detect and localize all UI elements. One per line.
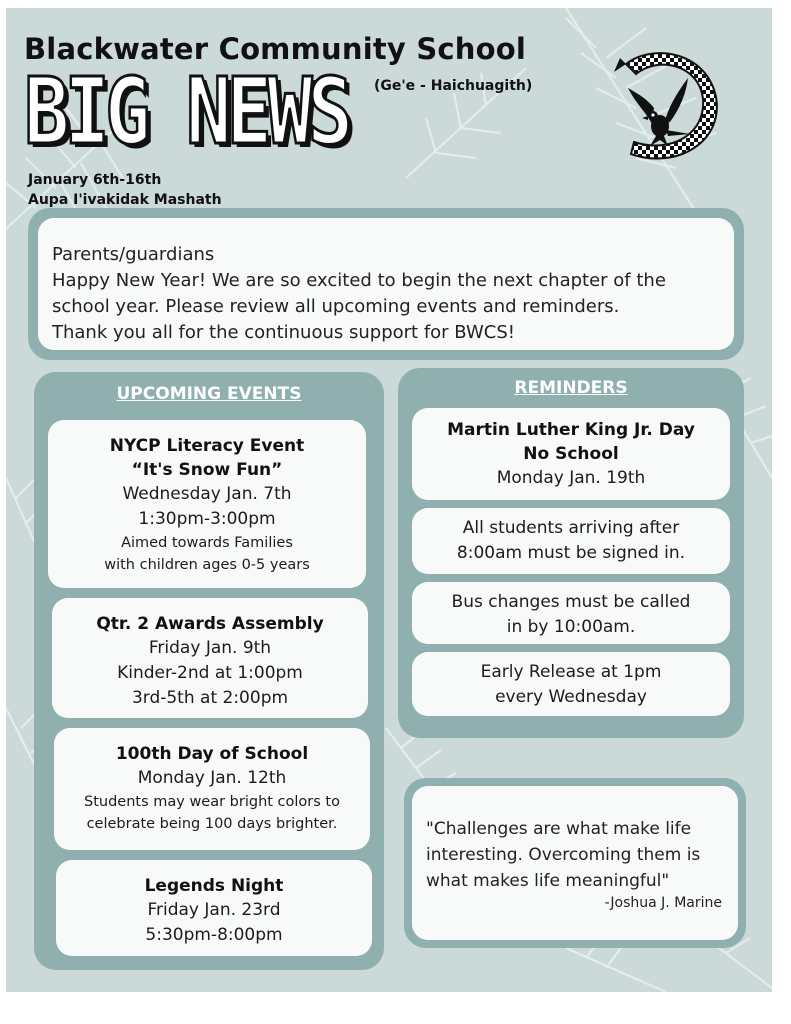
event-date: Friday Jan. 23rd [147,900,281,920]
event-title: 100th Day of School [115,744,309,764]
reminder-title: Martin Luther King Jr. Day [447,420,695,440]
quote-line: what makes life meaningful" [426,871,670,891]
date-range: January 6th-16th [28,172,162,188]
reminder-line: 8:00am must be signed in. [456,543,686,563]
event-title: Legends Night [144,876,284,896]
event-date: Monday Jan. 12th [137,768,287,788]
quote-line: interesting. Overcoming them is [426,845,701,865]
reminder-line: Early Release at 1pm [480,662,662,682]
event-date: Friday Jan. 9th [148,638,272,658]
event-note: Students may wear bright colors to [84,794,340,810]
newsletter-title: BIG NEWS [24,58,348,165]
quote-line: "Challenges are what make life [426,819,692,839]
reminder-line: in by 10:00am. [506,617,636,637]
reminders-panel [398,368,744,738]
newsletter-page [6,8,772,992]
event-note: celebrate being 100 days brighter. [86,816,338,832]
intro-line: school year. Please review all upcoming events and reminders. [52,296,620,317]
quote-card [412,786,738,940]
event-time: 1:30pm-3:00pm [138,509,276,529]
upcoming-events-panel [34,372,384,970]
intro-message [38,218,734,350]
event-time: 5:30pm-8:00pm [145,925,283,945]
event-title: NYCP Literacy Event [109,436,305,456]
event-title: Qtr. 2 Awards Assembly [96,614,324,634]
event-date: Wednesday Jan. 7th [122,484,292,504]
reminder-title: No School [523,444,619,464]
reminder-card-late-arrival [412,508,730,574]
intro-line: Happy New Year! We are so excited to begin the next chapter of the [52,270,666,291]
event-time: 3rd-5th at 2:00pm [131,688,289,708]
date-range-native: Aupa I'ivakidak Mashath [28,192,222,208]
event-card-literacy [48,420,366,588]
reminder-line: Bus changes must be called [451,592,691,612]
event-note: with children ages 0-5 years [104,557,310,573]
reminder-line: All students arriving after [462,518,680,538]
reminder-card-mlk [412,408,730,500]
reminder-line: every Wednesday [495,687,647,707]
event-card-100th-day [54,728,370,850]
event-note: Aimed towards Families [121,535,293,551]
reminder-card-early-release [412,652,730,716]
upcoming-events-heading: UPCOMING EVENTS [116,384,302,404]
eagle-icon [606,42,724,168]
quote-author: -Joshua J. Marine [604,895,722,911]
quote-panel [404,778,746,948]
native-title: (Ge'e - Haichuagith) [374,78,533,94]
event-time: Kinder-2nd at 1:00pm [117,663,303,683]
reminder-date: Monday Jan. 19th [496,468,646,488]
school-name: Blackwater Community School [24,32,527,66]
reminder-card-bus-changes [412,582,730,644]
intro-panel [28,208,744,360]
date-range-block [28,170,222,210]
reminders-heading: REMINDERS [514,378,628,398]
event-card-legends-night [56,860,372,956]
event-subtitle: “It's Snow Fun” [131,460,283,480]
event-card-awards [52,598,368,718]
intro-line: Thank you all for the continuous support for BWCS! [52,322,515,343]
intro-greeting: Parents/guardians [52,244,215,265]
